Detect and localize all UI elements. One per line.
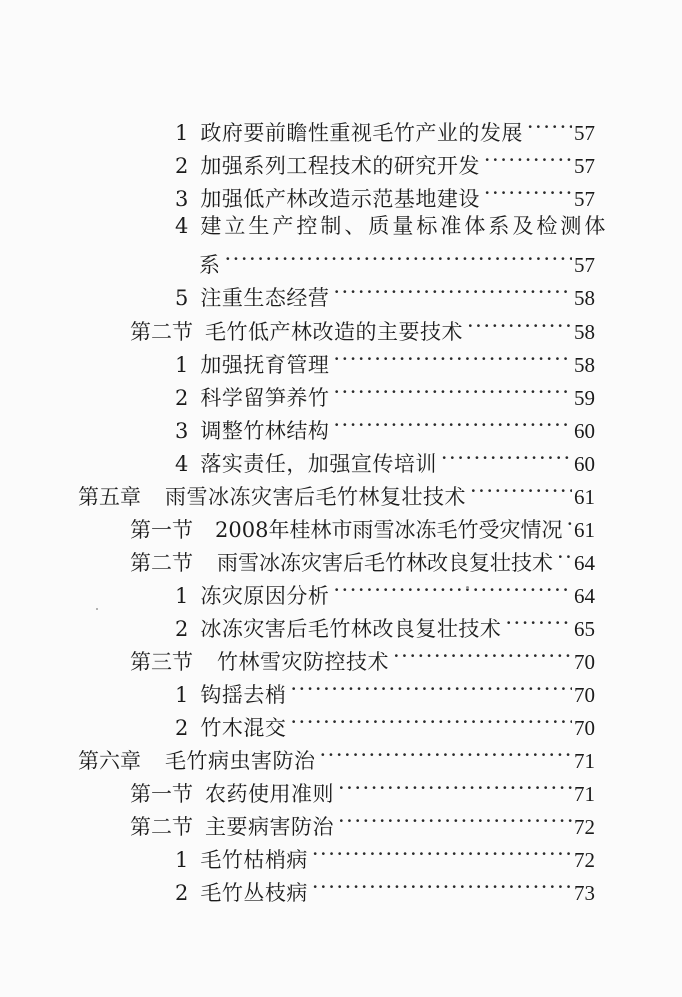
toc-entry [175,114,595,146]
toc-entry-title: 系 [199,253,221,277]
dot-leader [333,577,572,603]
toc-entry-number: 第六章 [78,749,141,773]
toc-section-entry [130,544,595,576]
dot-leader [320,742,573,768]
toc-chapter-entry [78,478,595,510]
toc-entry-title: 注重生态经营 [200,286,330,310]
dot-leader [338,775,572,801]
toc-entry-title: 科学留笋养竹 [200,386,330,410]
toc-entry [175,147,595,179]
toc-entry-number: 第五章 [78,485,141,509]
toc-entry-number: 第一节 [130,518,193,542]
toc-entry-page: 70 [574,650,595,674]
dot-leader [527,114,572,140]
toc-entry-title: 毛竹枯梢病 [200,848,308,872]
toc-entry-number: 第二节 [130,551,193,575]
toc-entry-page: 70 [574,683,595,707]
toc-entry-page: 58 [574,320,595,344]
toc-entry-title: 政府要前瞻性重视毛竹产业的发展 [200,121,523,145]
toc-entry-title: 农药使用准则 [205,782,334,806]
toc-entry-number: 1 [175,121,189,145]
toc-entry-title: 雨雪冰冻灾害后毛竹林复壮技术 [165,485,466,509]
dot-leader [333,412,572,438]
toc-entry-title: 主要病害防治 [205,815,334,839]
dot-leader [566,511,572,537]
toc-entry-number: 5 [175,286,189,310]
toc-entry-page: 59 [574,386,595,410]
toc-entry-title: 加强系列工程技术的研究开发 [200,154,480,178]
toc-entry-number: 4 [175,214,189,238]
scan-speck [466,586,469,589]
toc-entry [175,180,595,212]
toc-entry-page: 61 [574,485,595,509]
toc-entry-title: 2008年桂林市雨雪冰冻毛竹受灾情况 [215,518,563,542]
toc-entry-number: 2 [175,386,189,410]
toc-entry-page: 57 [574,154,595,178]
toc-entry [175,445,595,477]
toc-entry [175,279,595,311]
toc-entry-page: 57 [574,187,595,211]
toc-entry [175,874,595,906]
dot-leader [225,246,573,272]
toc-entry-page: 58 [574,353,595,377]
toc-entry-page: 71 [574,782,595,806]
dot-leader [290,709,572,735]
toc-entry-title: 建立生产控制、质量标准体系及检测体 [200,214,609,238]
toc-entry-number: 第二节 [130,815,193,839]
toc-entry-number: 2 [175,881,189,905]
toc-entry [175,841,595,873]
toc-entry-page: 73 [574,881,595,905]
dot-leader [290,676,572,702]
dot-leader [393,643,572,669]
toc-entry-number: 1 [175,848,189,872]
toc-entry [175,213,609,239]
scan-speck [96,608,98,610]
toc-entry-page: 72 [574,848,595,872]
toc-entry [175,709,595,741]
toc-entry-page: 61 [574,518,595,542]
toc-entry-number: 2 [175,154,189,178]
toc-entry-number: 4 [175,452,189,476]
dot-leader [333,279,572,305]
toc-entry-title: 毛竹低产林改造的主要技术 [205,320,463,344]
toc-entry-title: 钩揺去梢 [200,683,287,707]
toc-entry [175,346,595,378]
toc-section-entry [130,313,595,345]
toc-entry [175,379,595,411]
toc-entry [175,610,595,642]
dot-leader [333,346,572,372]
toc-entry-continuation [199,246,595,278]
dot-leader [441,445,572,471]
dot-leader [333,379,572,405]
toc-chapter-entry [78,742,595,774]
dot-leader [312,874,572,900]
toc-entry-number: 1 [175,683,189,707]
toc-section-entry [130,808,595,840]
toc-entry-title: 加强低产林改造示范基地建设 [200,187,480,211]
toc-entry-number: 第三节 [130,650,193,674]
dot-leader [467,313,572,339]
toc-entry-page: 65 [574,617,595,641]
toc-section-entry [130,511,595,543]
toc-entry-number: 第二节 [130,320,193,344]
dot-leader [557,544,572,570]
toc-entry-page: 58 [574,286,595,310]
toc-entry-number: 1 [175,584,189,608]
dot-leader [505,610,572,636]
toc-section-entry [130,775,595,807]
toc-entry-page: 70 [574,716,595,740]
toc-entry-title: 加强抚育管理 [200,353,330,377]
toc-entry-number: 3 [175,187,189,211]
toc-entry-number: 2 [175,716,189,740]
dot-leader [470,478,572,504]
toc-entry [175,676,595,708]
dot-leader [338,808,572,834]
toc-entry-title: 竹林雪灾防控技术 [217,650,389,674]
dot-leader [312,841,572,867]
toc-entry-number: 第一节 [130,782,193,806]
dot-leader [484,180,572,206]
toc-entry [175,412,595,444]
toc-entry-page: 57 [574,121,595,145]
toc-entry-title: 毛竹病虫害防治 [165,749,316,773]
toc-entry-page: 64 [574,551,595,575]
toc-entry-title: 落实责任，加强宣传培训 [200,452,437,476]
toc-entry-number: 2 [175,617,189,641]
toc-section-entry [130,643,595,675]
toc-entry-page: 60 [574,452,595,476]
toc-entry-title: 雨雪冰冻灾害后毛竹林改良复壮技术 [217,551,553,575]
toc-entry [175,577,595,609]
dot-leader [484,147,572,173]
toc-entry-page: 60 [574,419,595,443]
toc-entry-page: 57 [574,253,595,277]
toc-entry-title: 冰冻灾害后毛竹林改良复壮技术 [200,617,502,641]
toc-entry-page: 72 [574,815,595,839]
toc-entry-page: 71 [574,749,595,773]
toc-entry-page: 64 [574,584,595,608]
toc-entry-title: 竹木混交 [200,716,287,740]
toc-entry-title: 毛竹丛枝病 [200,881,308,905]
toc-entry-title: 冻灾原因分析 [200,584,330,608]
toc-entry-number: 1 [175,353,189,377]
toc-entry-number: 3 [175,419,189,443]
toc-entry-title: 调整竹林结构 [200,419,330,443]
